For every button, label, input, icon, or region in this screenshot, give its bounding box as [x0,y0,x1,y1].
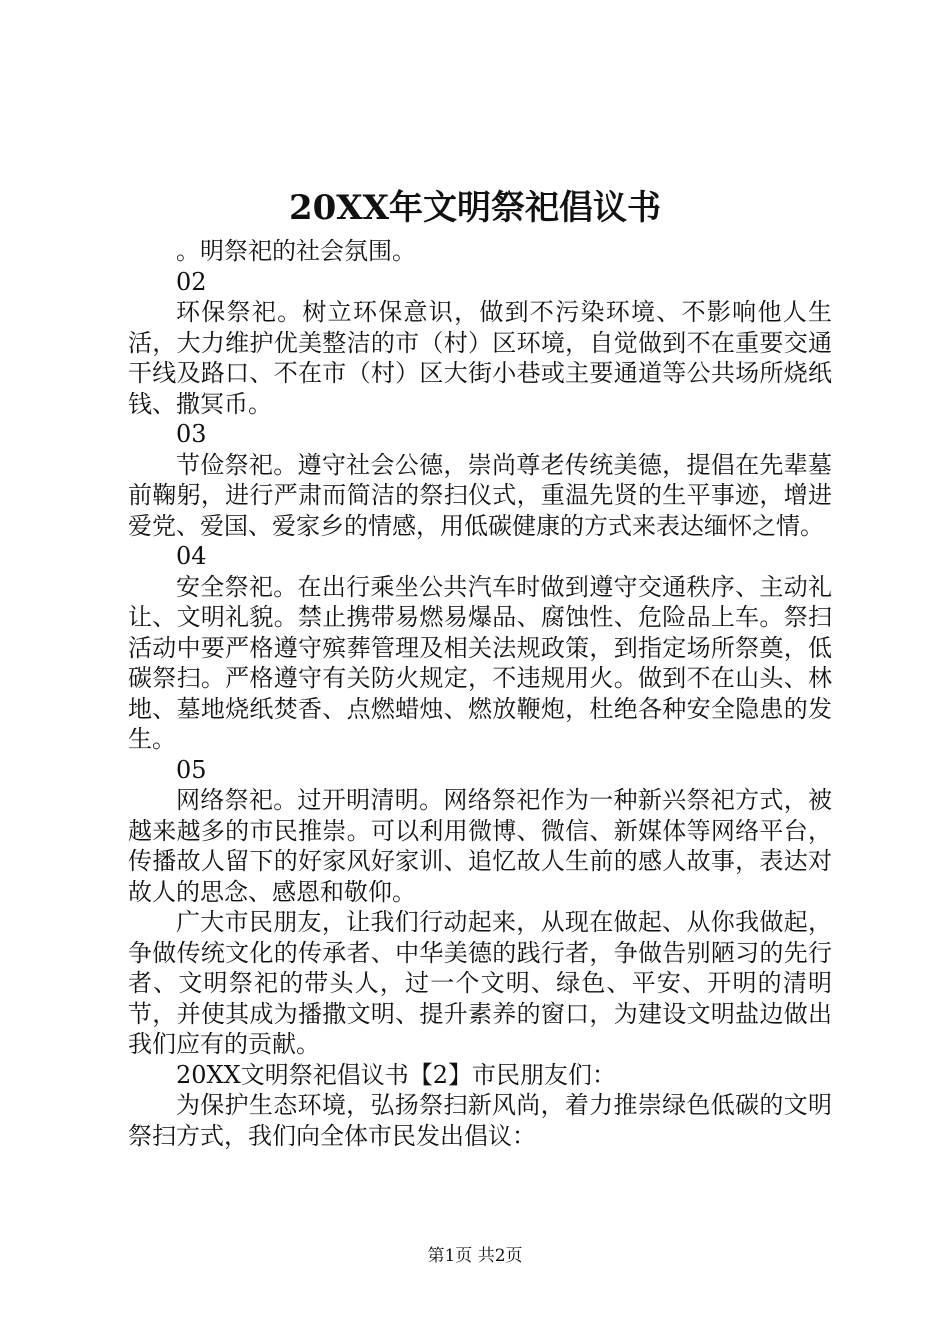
paragraph: 节俭祭祀。遵守社会公德，崇尚尊老传统美德，提倡在先辈墓前鞠躬，进行严肃而简洁的祭扫仪式，重温先贤的生平事迹，增进爱党、爱国、爱家乡的情感，用低碳健康的方式来表达缅怀之情。 [128,450,832,540]
section-number: 04 [176,542,207,570]
paragraph: 广大市民朋友，让我们行动起来，从现在做起、从你我做起，争做传统文化的传承者、中华美德的践行者，争做告别陋习的先行者、文明祭祀的带头人，过一个文明、绿色、平安、开明的清明节，并使其成为播撒文明、提升素养的窗口，为建设文明盐边做出我们应有的贡献。 [128,908,832,1058]
paragraph: 。明祭祀的社会氛围。 [176,237,416,265]
page-footer: 第1页 共2页 [427,1246,523,1266]
paragraph: 为保护生态环境，弘扬祭扫新风尚，着力推崇绿色低碳的文明祭扫方式，我们向全体市民发出倡议： [128,1091,832,1150]
section-number: 02 [176,267,207,296]
paragraph: 20XX文明祭祀倡议书【2】市民朋友们： [176,1060,616,1089]
section-number: 03 [176,420,207,448]
paragraph: 安全祭祀。在出行乘坐公共汽车时做到遵守交通秩序、主动礼让、文明礼貌。禁止携带易燃易爆品、腐蚀性、危险品上车。祭扫活动中要严格遵守殡葬管理及相关法规政策，到指定场所祭奠，低碳祭扫。严格遵守有关防火规定，不违规用火。做到不在山头、林地、墓地烧纸焚香、点燃蜡烛、燃放鞭炮，杜绝各种安全隐患的发生。 [128,572,832,753]
document-title: 20XX年文明祭祀倡议书 [288,188,662,228]
paragraph: 网络祭祀。过开明清明。网络祭祀作为一种新兴祭祀方式，被越来越多的市民推崇。可以利用微博、微信、新媒体等网络平台，传播故人留下的好家风好家训、追忆故人生前的感人故事，表达对故人的思念、感恩和敬仰。 [128,786,832,906]
paragraph: 环保祭祀。树立环保意识，做到不污染环境、不影响他人生活，大力维护优美整洁的市（村）区环境，自觉做到不在重要交通干线及路口、不在市（村）区大街小巷或主要通道等公共场所烧纸钱、撒冥币。 [128,298,832,418]
section-number: 05 [176,755,207,784]
document-body [128,236,832,1151]
